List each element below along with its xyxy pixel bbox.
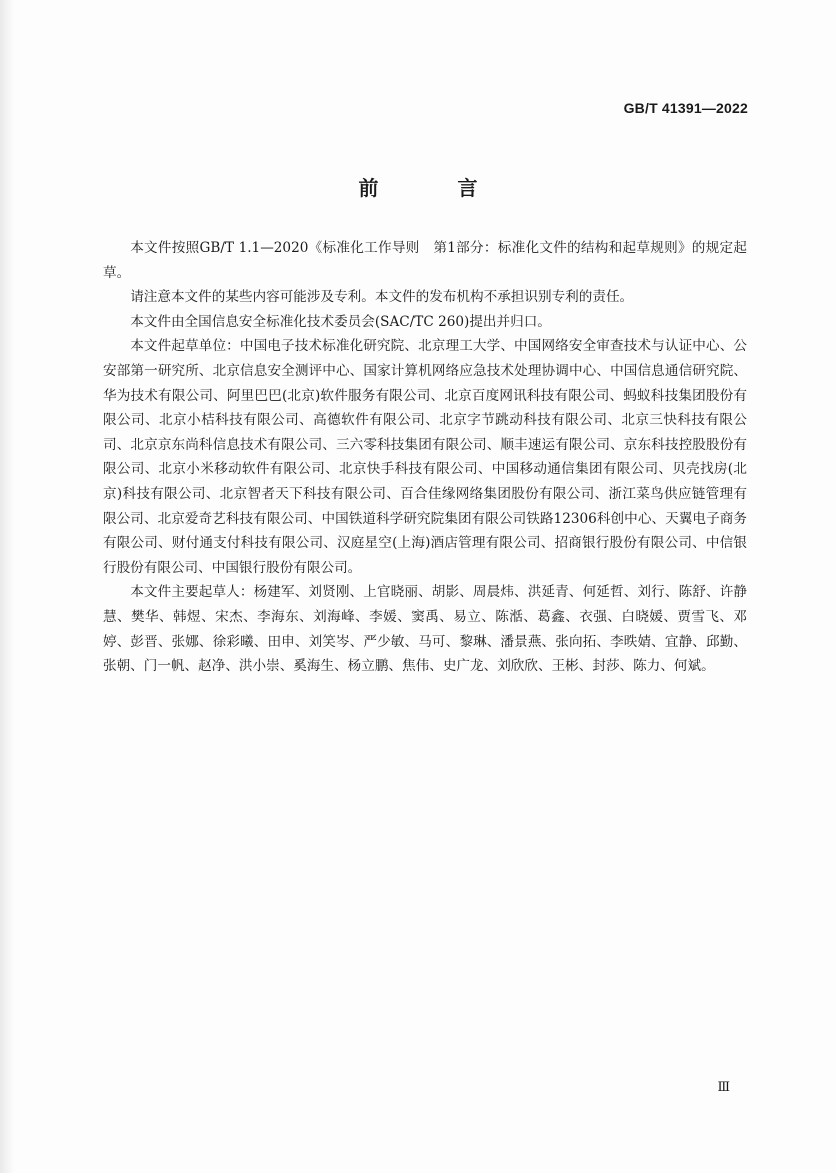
paragraph-drafting-units: 本文件起草单位：中国电子技术标准化研究院、北京理工大学、中国网络安全审查技术与认证中心、公安部第一研究所、北京信息安全测评中心、国家计算机网络应急技术处理协调中心、中国信息通信研究院、华为技术有限公司、阿里巴巴(北京)软件服务有限公司、北京百度网讯科技有限公司、蚂蚁科技集团股份有限公司、北京小桔科技有限公司、高德软件有限公司、北京字节跳动科技有限公司、北京三快科技有限公司、北京京东尚科信息技术有限公司、三六零科技集团有限公司、顺丰速运有限公司、京东科技控股股份有限公司、北京小米移动软件有限公司、北京快手科技有限公司、中国移动通信集团有限公司、贝壳找房(北京)科技有限公司、北京智者天下科技有限公司、百合佳缘网络集团股份有限公司、浙江菜鸟供应链管理有限公司、北京爱奇艺科技有限公司、中国铁道科学研究院集团有限公司铁路12306科创中心、天翼电子商务有限公司、财付通支付科技有限公司、汉庭星空(上海)酒店管理有限公司、招商银行股份有限公司、中信银行股份有限公司、中国银行股份有限公司。 <box>103 338 747 576</box>
page-title: 前 言 <box>358 176 514 200</box>
paragraph-drafters: 本文件主要起草人：杨建军、刘贤刚、上官晓丽、胡影、周晨炜、洪延青、何延哲、刘行、陈舒、许静慧、樊华、韩煜、宋杰、李海东、刘海峰、李媛、窦禹、易立、陈湉、葛鑫、衣强、白晓媛、贾雪飞、邓婷、彭晋、张娜、徐彩曦、田申、刘笑岑、严少敏、马可、黎琳、潘景燕、张向拓、李昳婧、宜静、邱勤、张朝、门一帆、赵净、洪小崇、奚海生、杨立鹏、焦伟、史广龙、刘欣欣、王彬、封莎、陈力、何斌。 <box>103 584 747 675</box>
paragraph-committee: 本文件由全国信息安全标准化技术委员会(SAC/TC 260)提出并归口。 <box>130 313 551 330</box>
foreword-body <box>103 236 747 679</box>
page-number: Ⅲ <box>717 1080 730 1095</box>
paragraph-drafting-rules: 本文件按照GB/T 1.1—2020《标准化工作导则 第1部分：标准化文件的结构和起草规则》的规定起草。 <box>103 240 747 281</box>
standard-code: GB/T 41391—2022 <box>623 100 748 116</box>
paragraph-patent-notice: 请注意本文件的某些内容可能涉及专利。本文件的发布机构不承担识别专利的责任。 <box>130 289 634 306</box>
